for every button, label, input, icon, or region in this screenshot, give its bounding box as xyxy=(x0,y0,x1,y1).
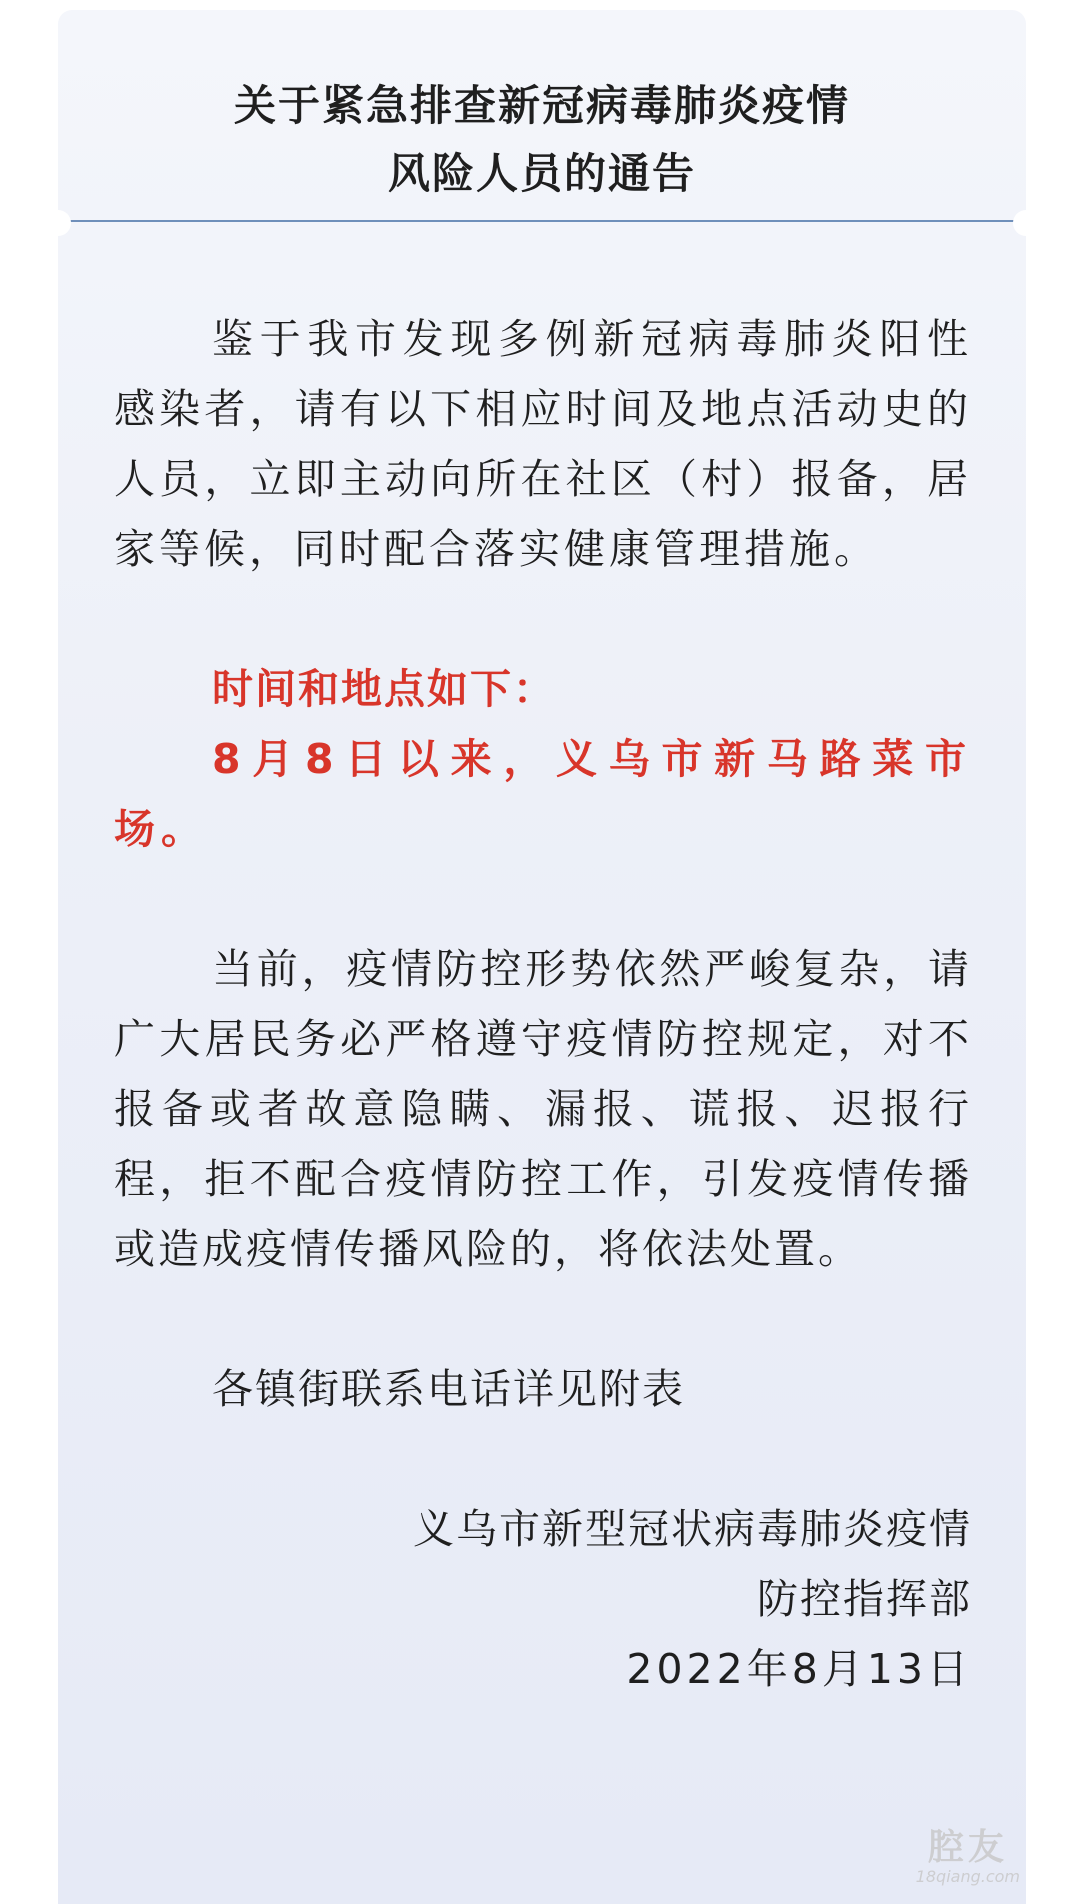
highlight-heading: 时间和地点如下： xyxy=(212,665,556,713)
intro-paragraph: 鉴于我市发现多例新冠病毒肺炎阳性感染者，请有以下相应时间及地点活动史的人员，立即主动向所在社区（村）报备，居家等候，同时配合落实健康管理措施。 xyxy=(114,315,972,573)
site-watermark xyxy=(916,1828,1020,1886)
contact-paragraph: 各镇街联系电话详见附表 xyxy=(212,1365,685,1413)
notice-card xyxy=(58,10,1026,1904)
highlight-block xyxy=(114,654,972,864)
right-notch xyxy=(1013,210,1026,236)
header-divider xyxy=(70,220,1014,222)
highlight-text: 8月8日以来，义乌市新马路菜市场。 xyxy=(114,735,972,853)
notice-title-line-1: 关于紧急排查新冠病毒肺炎疫情 xyxy=(233,81,850,130)
watermark-url: 18qiang.com xyxy=(915,1867,1020,1886)
signature-org-line-1: 义乌市新型冠状病毒肺炎疫情 xyxy=(413,1505,972,1553)
signature-block xyxy=(114,1494,972,1704)
signature-org-line-2: 防控指挥部 xyxy=(757,1575,972,1623)
warning-paragraph: 当前，疫情防控形势依然严峻复杂，请广大居民务必严格遵守疫情防控规定，对不报备或者故意隐瞒、漏报、谎报、迟报行程，拒不配合疫情防控工作，引发疫情传播或造成疫情传播风险的，将依法处置。 xyxy=(114,945,972,1273)
signature-date: 2022年8月13日 xyxy=(626,1645,972,1693)
notice-header xyxy=(58,10,1026,222)
notice-title-line-2: 风险人员的通告 xyxy=(387,149,696,198)
watermark-logo: 腔友 xyxy=(927,1827,1008,1868)
notice-body xyxy=(114,304,972,1704)
